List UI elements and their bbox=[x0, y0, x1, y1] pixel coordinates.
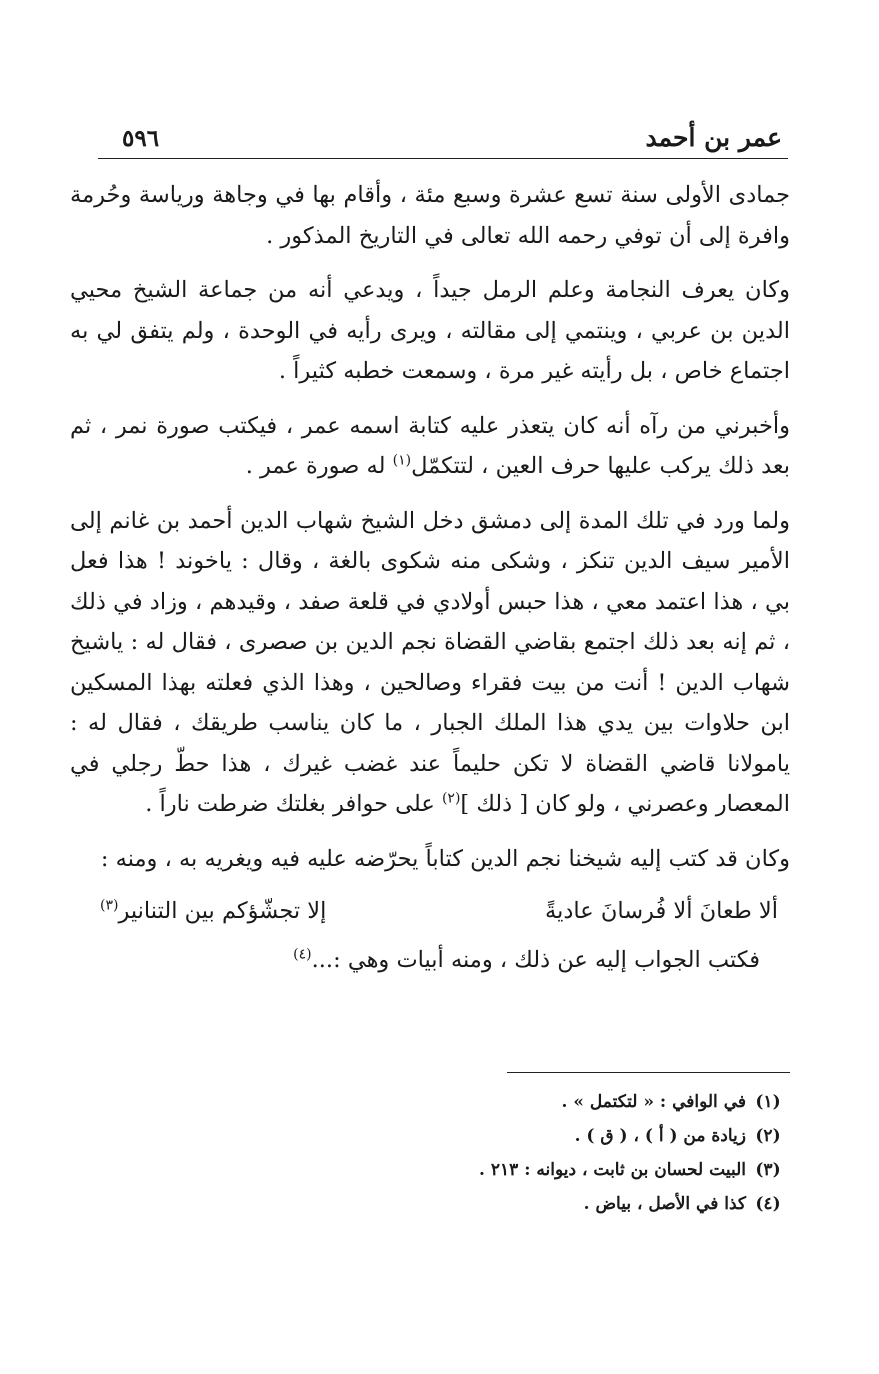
paragraph-2: وكان يعرف النجامة وعلم الرمل جيداً ، ويدعي أنه من جماعة الشيخ محيي الدين بن عربي ، وينتمي إلى مقالته ، ويرى رأيه في الوحدة ، ولم يتفق لي به اجتماع خاص ، بل رأيته غير مرة ، وسمعت خطبه كثيراً . bbox=[70, 277, 790, 384]
paragraph-4-text-b: على حوافر بغلتك ضرطت ناراً . bbox=[145, 791, 442, 817]
paragraph-3 bbox=[70, 406, 790, 487]
verse-first-hemistich: ألا طعانَ ألا فُرسانَ عاديةً bbox=[545, 898, 778, 924]
footnote-ref-3: (٣) bbox=[100, 897, 119, 914]
paragraph-3-text-b: له صورة عمر . bbox=[245, 453, 393, 479]
footnote-ref-2: (٢) bbox=[441, 790, 461, 807]
page-header bbox=[98, 118, 788, 159]
footnote-number: (٢) bbox=[755, 1126, 781, 1146]
poetry-verse bbox=[70, 887, 790, 935]
paragraph-4-text-a: ولما ورد في تلك المدة إلى دمشق دخل الشيخ شهاب الدين أحمد بن غانم إلى الأمير سيف الدين تنكز ، وشكى منه شكوى بالغة ، وقال : ياخوند ! هذا فعل بي ، هذا اعتمد معي ، هذا حبس أولادي في قلعة صفد ، وقيدهم ، وزاد في ذلك ، ثم إنه بعد ذلك اجتمع بقاضي القضاة نجم الدين بن صصرى ، فقال له : ياشيخ شهاب الدين ! أنت من بيت فقراء وصالحين ، وهذا الذي فعلته بهذا المسكين ابن حلاوات بين يدي هذا الملك الجبار ، ما كان يناسب طريقك ، فقال له : يامولانا قاضي القضاة لا تكن حليماً عند غضب غيرك ، هذا حطّ رجلي في المعصار وعصرني ، ولو كان [ ذلك ] bbox=[70, 507, 790, 817]
footnote bbox=[320, 1153, 790, 1187]
footnote-text: زيادة من ( أ ) ، ( ق ) . bbox=[574, 1126, 746, 1146]
footnote bbox=[320, 1085, 790, 1119]
footnotes bbox=[320, 1085, 790, 1221]
footnote-number: (٤) bbox=[755, 1194, 781, 1214]
verse-second-hemistich-text: إلا تجشّؤكم بين التنانير bbox=[118, 898, 327, 924]
footnote bbox=[320, 1187, 790, 1221]
footnote-divider bbox=[507, 1072, 790, 1073]
paragraph-5: وكان قد كتب إليه شيخنا نجم الدين كتاباً يحرّضه عليه فيه ويغريه به ، ومنه : bbox=[100, 845, 790, 872]
footnote-ref-1: (١) bbox=[392, 452, 412, 469]
paragraph-6-text: فكتب الجواب إليه عن ذلك ، ومنه أبيات وهي :... bbox=[311, 947, 760, 973]
footnote-text: كذا في الأصل ، بياض . bbox=[583, 1194, 746, 1214]
paragraph-6 bbox=[70, 937, 790, 983]
paragraph-3-text-a: وأخبرني من رآه أنه كان يتعذر عليه كتابة اسمه عمر ، فيكتب صورة نمر ، ثم بعد ذلك يركب عليها حرف العين ، لتتكمّل bbox=[70, 412, 790, 479]
paragraph-1: جمادى الأولى سنة تسع عشرة وسبع مئة ، وأقام بها في وجاهة ورياسة وحُرمة وافرة إلى أن توفي رحمه الله تعالى في التاريخ المذكور . bbox=[70, 182, 790, 249]
main-text bbox=[70, 175, 790, 983]
page-number: ٥٩٦ bbox=[122, 125, 160, 152]
footnote-text: البيت لحسان بن ثابت ، ديوانه : ٢١٣ . bbox=[479, 1160, 746, 1180]
footnote-number: (٣) bbox=[755, 1160, 781, 1180]
paragraph-4 bbox=[70, 501, 790, 825]
footnote-text: في الوافي : « لتكتمل » . bbox=[561, 1092, 746, 1112]
footnote bbox=[320, 1119, 790, 1153]
verse-second-hemistich bbox=[100, 887, 326, 935]
footnote-ref-4: (٤) bbox=[293, 946, 312, 963]
footnote-number: (١) bbox=[755, 1092, 781, 1112]
running-title: عمر بن أحمد bbox=[645, 123, 782, 152]
